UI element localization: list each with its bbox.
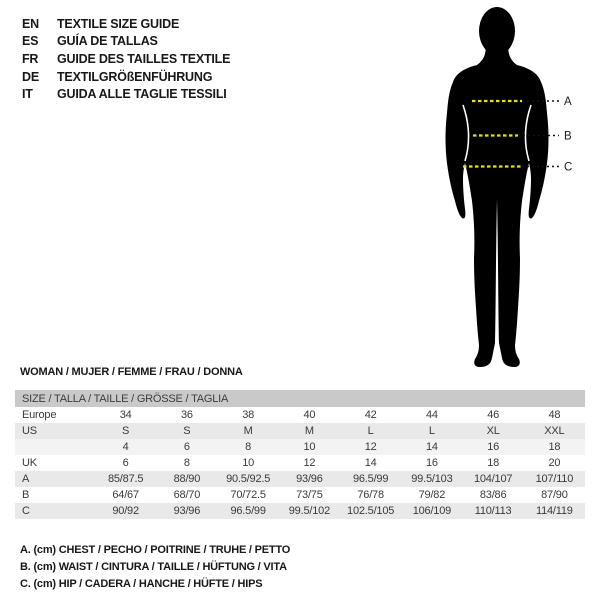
table-cell: 14 [425, 441, 438, 453]
body-silhouette-figure [418, 2, 578, 382]
legend-chest: A. (cm) CHEST / PECHO / POITRINE / TRUHE / PETTO [20, 543, 291, 556]
table-cell: 68/70 [173, 489, 201, 501]
table-cell: 107/110 [535, 473, 574, 485]
table-cell: 10 [242, 457, 255, 469]
legend-hip: C. (cm) HIP / CADERA / HANCHE / HÜFTE / HIPS [20, 577, 263, 590]
table-row-uk [15, 455, 585, 471]
language-title: TEXTILE SIZE GUIDE [57, 16, 180, 31]
table-cell: 104/107 [473, 473, 513, 485]
language-row [22, 33, 230, 51]
table-cell: L [428, 425, 435, 437]
table-cell: M [243, 425, 253, 437]
table-cell: 70/72.5 [230, 489, 266, 501]
table-cell: 87/90 [541, 489, 568, 501]
language-code: IT [22, 87, 33, 102]
table-cell: 18 [487, 457, 500, 469]
table-cell: 90/92 [112, 505, 139, 517]
language-code: DE [22, 69, 39, 84]
table-cell: 42 [364, 409, 377, 421]
language-row [22, 15, 230, 33]
table-cell: 85/87.5 [107, 473, 144, 485]
table-cell: 20 [548, 457, 561, 469]
row-label: US [22, 425, 37, 437]
table-cell: 12 [303, 457, 316, 469]
table-cell: 114/119 [536, 505, 573, 517]
table-row-us-numeric [15, 439, 585, 455]
table-cell: 110/113 [474, 505, 512, 517]
language-title: GUIDA ALLE TAGLIE TESSILI [57, 87, 227, 102]
measure-label-b: B [564, 130, 572, 143]
table-cell: 6 [122, 457, 129, 469]
table-cell: 36 [180, 409, 193, 421]
table-row-waist [15, 487, 585, 503]
language-list [22, 15, 230, 103]
measurement-legend [20, 541, 290, 592]
table-cell: S [122, 425, 130, 437]
table-cell: 88/90 [173, 473, 201, 485]
table-cell: 99.5/102 [288, 505, 330, 517]
table-cell: 46 [487, 409, 500, 421]
legend-waist: B. (cm) WAIST / CINTURA / TAILLE / HÜFTUNG / VITA [20, 560, 287, 573]
table-cell: 6 [183, 441, 190, 453]
language-code: EN [22, 16, 39, 31]
table-cell: 64/67 [112, 489, 139, 501]
language-row [22, 50, 230, 68]
table-cell: XXL [544, 425, 565, 437]
table-cell: 76/78 [357, 489, 384, 501]
table-cell: 79/82 [418, 489, 446, 501]
table-cell: 102.5/105 [347, 505, 395, 517]
table-cell: 96.5/99 [352, 473, 389, 485]
language-title: TEXTILGRÖßENFÜHRUNG [57, 69, 213, 84]
measure-label-a: A [564, 96, 572, 108]
language-row [22, 68, 230, 86]
table-cell: 4 [122, 441, 129, 453]
language-code: ES [22, 34, 39, 49]
measure-label-c: C [564, 161, 573, 174]
table-cell: XL [486, 425, 500, 437]
table-cell: 96.5/99 [230, 505, 266, 517]
table-cell: 16 [425, 457, 438, 469]
table-cell: 8 [183, 457, 190, 469]
table-cell: 90.5/92.5 [226, 473, 271, 485]
table-row-hip [15, 503, 585, 519]
table-cell: 93/96 [296, 473, 323, 485]
row-label: C [22, 505, 30, 517]
table-cell: 12 [364, 441, 377, 453]
woman-silhouette-icon [418, 2, 578, 382]
table-cell: 73/75 [296, 489, 323, 501]
row-label: B [22, 489, 30, 501]
section-title: WOMAN / MUJER / FEMME / FRAU / DONNA [20, 366, 243, 378]
table-row-europe [15, 407, 585, 423]
table-cell: 48 [548, 409, 561, 421]
table-cell: 8 [245, 441, 252, 453]
table-cell: 18 [548, 441, 561, 453]
table-cell: S [183, 425, 191, 437]
table-cell: 14 [364, 457, 377, 469]
table-cell: 106/109 [412, 505, 452, 517]
language-row [22, 85, 230, 103]
table-cell: 40 [303, 409, 316, 421]
table-cell: 34 [119, 409, 132, 421]
language-title: GUÍA DE TALLAS [57, 34, 158, 49]
table-header: SIZE / TALLA / TAILLE / GRÖSSE / TAGLIA [15, 390, 585, 407]
table-cell: 10 [303, 441, 316, 453]
table-row-us [15, 423, 585, 439]
row-label: Europe [22, 409, 57, 421]
table-cell: L [367, 425, 374, 437]
table-row-chest [15, 471, 585, 487]
table-cell: 99.5/103 [411, 473, 453, 485]
table-cell: 16 [487, 441, 500, 453]
language-title: GUIDE DES TAILLES TEXTILE [57, 51, 231, 66]
table-cell: 93/96 [173, 505, 201, 517]
row-label: UK [22, 457, 37, 469]
table-cell: M [304, 425, 314, 437]
language-code: FR [22, 51, 39, 66]
size-table [15, 390, 585, 519]
table-cell: 38 [242, 409, 255, 421]
row-label: A [22, 473, 30, 485]
table-cell: 44 [425, 409, 438, 421]
table-cell: 83/86 [479, 489, 507, 501]
